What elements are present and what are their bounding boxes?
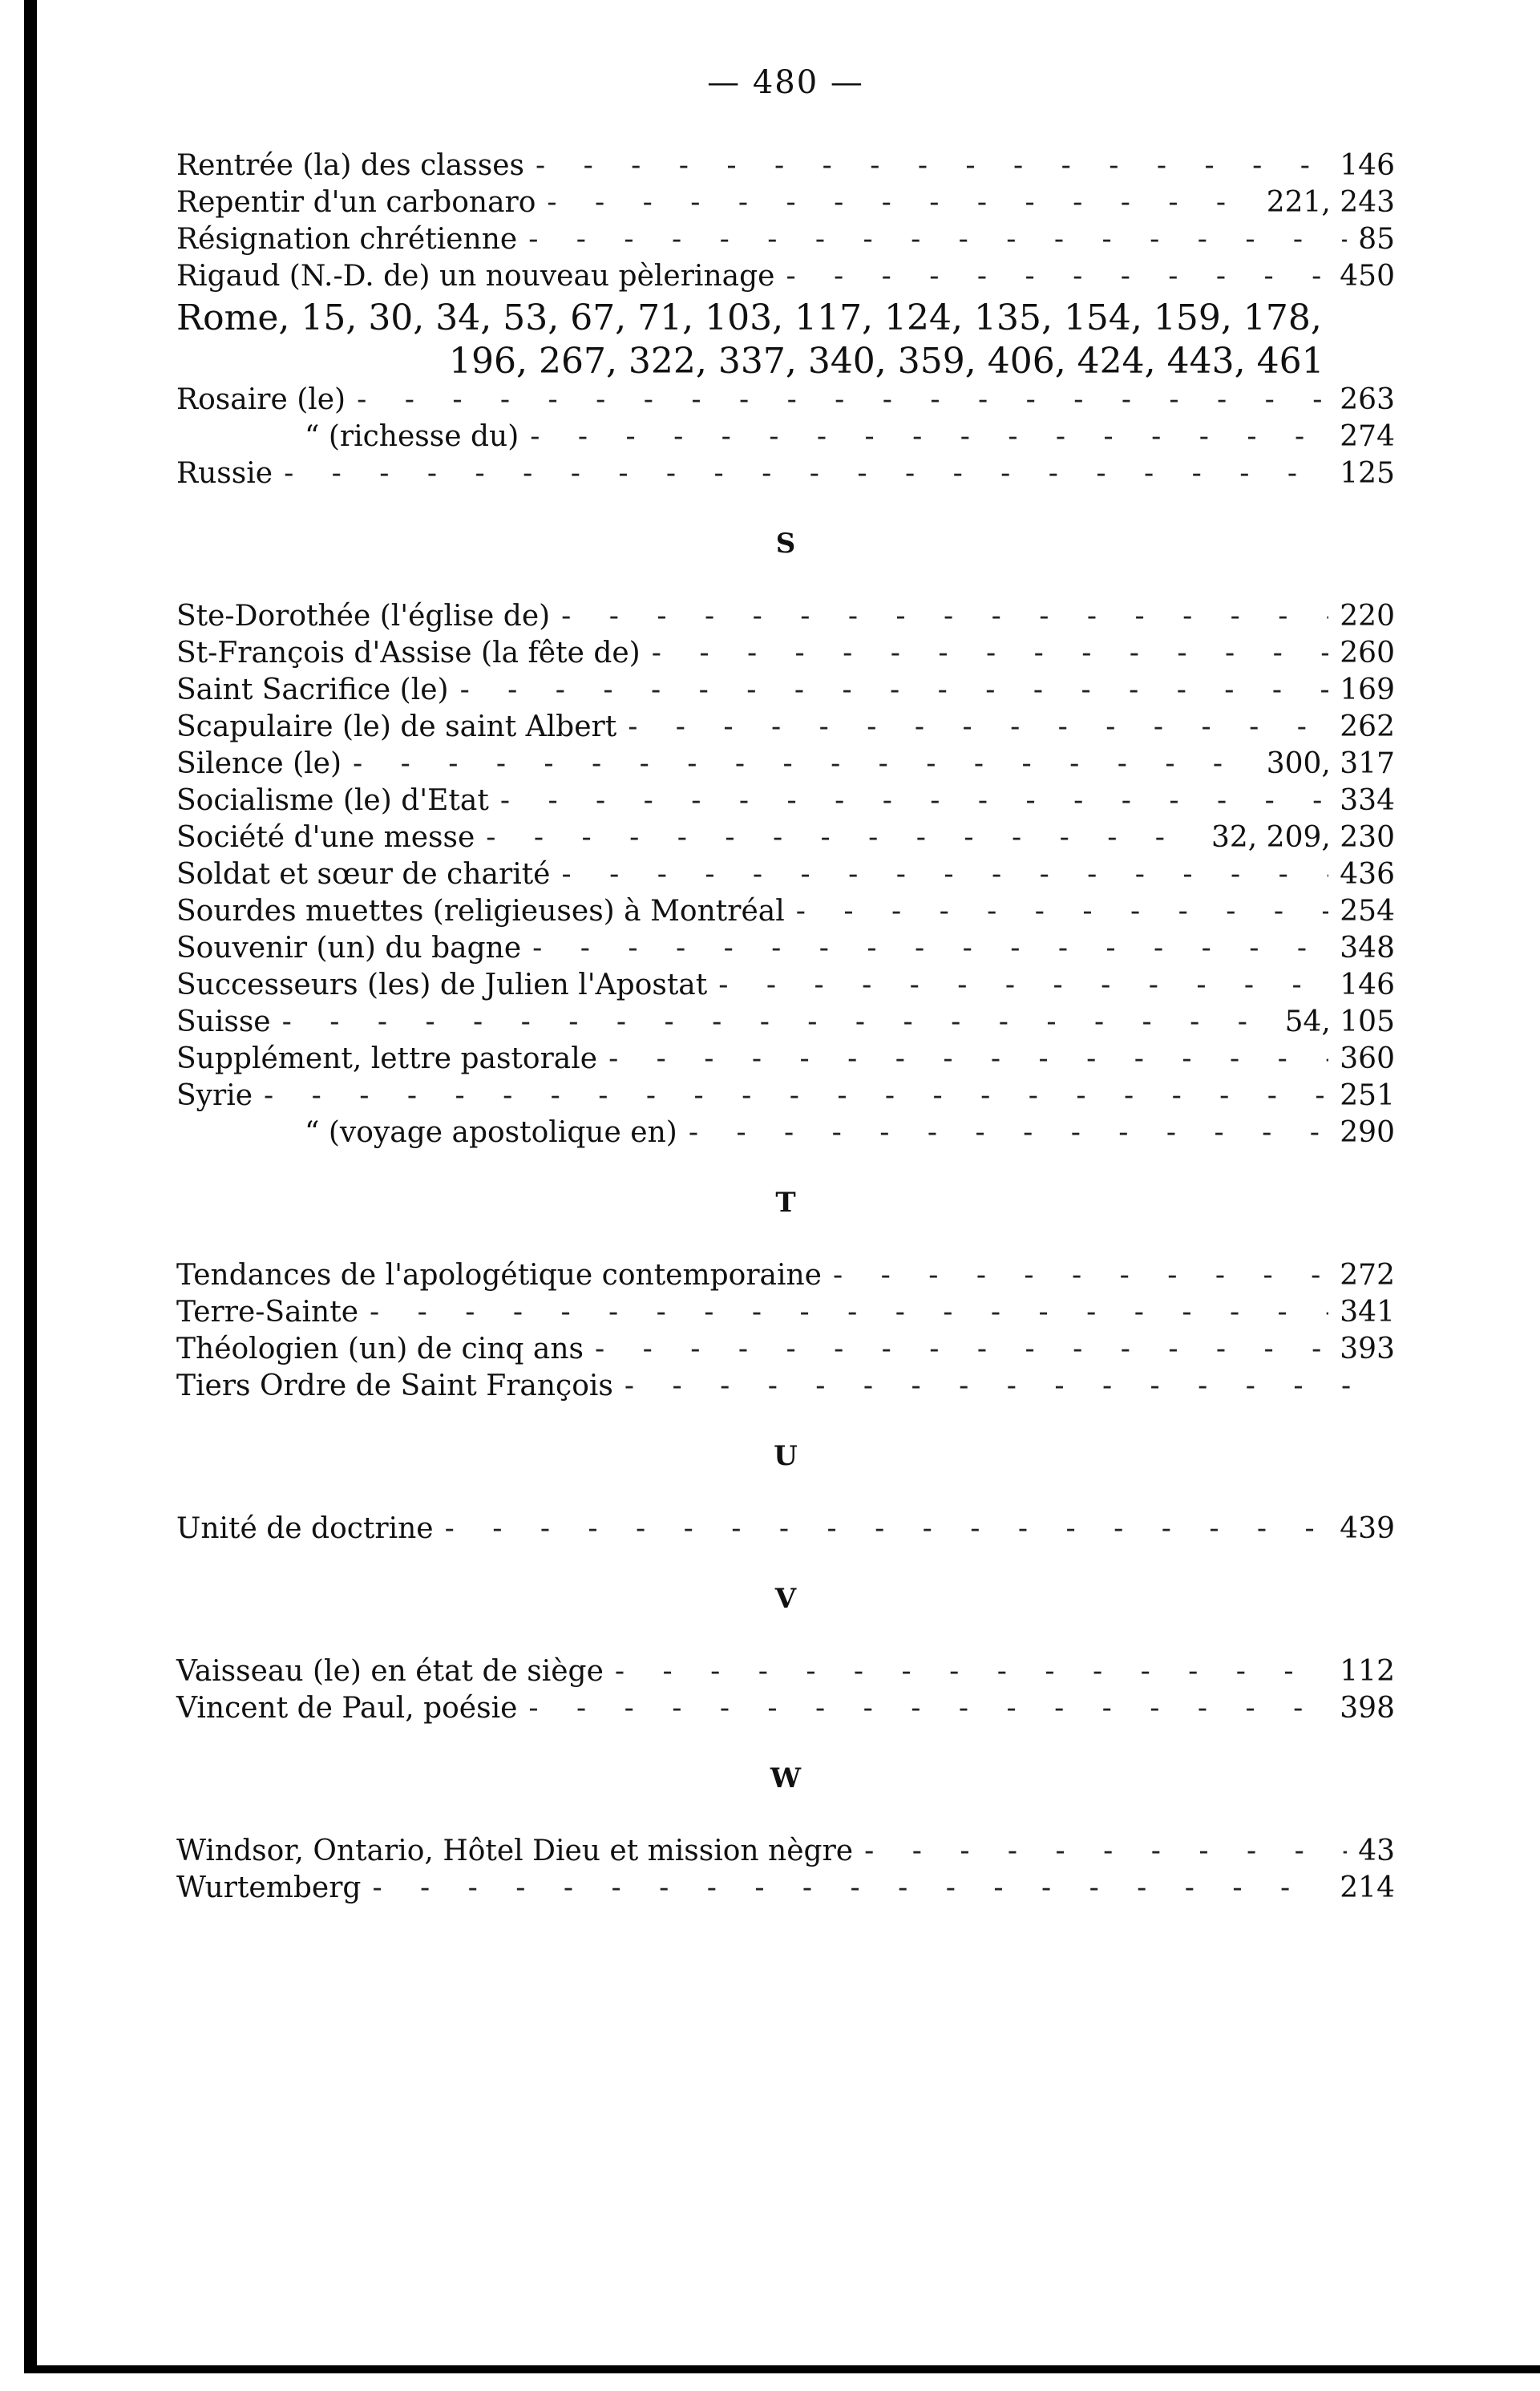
dot-leader	[500, 784, 1328, 817]
entry-term: Rosaire (le)	[176, 383, 346, 416]
index-entry	[176, 1042, 1395, 1079]
index-entry	[176, 1835, 1395, 1871]
binding-edge-left	[24, 0, 37, 2365]
entry-term: Théologien (un) de cinq ans	[176, 1333, 584, 1365]
entry-pages: 262	[1340, 710, 1395, 743]
entry-term: Scapulaire (le) de saint Albert	[176, 710, 617, 743]
index-entry	[176, 1512, 1395, 1549]
dot-leader	[370, 1296, 1328, 1329]
entry-term: Windsor, Ontario, Hôtel Dieu et mission nègre	[176, 1835, 854, 1867]
entry-term: Socialisme (le) d'Etat	[176, 784, 489, 817]
index-entry	[176, 457, 1395, 494]
entry-pages: 85	[1358, 223, 1395, 256]
entry-term: Rigaud (N.-D. de) un nouveau pèlerinage	[176, 260, 775, 293]
dot-leader	[264, 1079, 1328, 1112]
index-page	[176, 64, 1395, 1908]
entry-pages: 360	[1340, 1042, 1395, 1075]
index-entry	[176, 1296, 1395, 1333]
entry-pages: 214	[1340, 1871, 1395, 1904]
index-entry	[176, 637, 1395, 674]
dot-leader	[624, 1369, 1384, 1402]
entry-term: Saint Sacrifice (le)	[176, 674, 449, 706]
entry-pages: 341	[1340, 1296, 1395, 1329]
entry-pages: 439	[1340, 1512, 1395, 1545]
index-entry	[176, 223, 1395, 260]
dot-leader	[628, 710, 1328, 743]
dot-leader	[689, 1116, 1328, 1149]
dot-leader	[536, 149, 1328, 182]
entry-pages: 146	[1340, 149, 1395, 182]
entry-term: St-François d'Assise (la fête de)	[176, 637, 641, 670]
index-entry	[176, 710, 1395, 747]
dot-leader	[528, 223, 1347, 256]
dot-leader	[532, 932, 1328, 965]
index-entry	[176, 1116, 1395, 1153]
index-entry	[176, 260, 1395, 297]
index-entry	[176, 1692, 1395, 1729]
dot-leader	[562, 858, 1329, 891]
dot-leader	[357, 383, 1328, 416]
index-entry	[176, 932, 1395, 969]
entry-term: Supplément, lettre pastorale	[176, 1042, 598, 1075]
dot-leader	[445, 1512, 1329, 1545]
index-entry	[176, 186, 1395, 223]
entry-term: Syrie	[176, 1079, 253, 1112]
entry-pages: 263	[1340, 383, 1395, 416]
index-entry	[176, 383, 1395, 420]
dot-leader	[530, 420, 1328, 453]
entry-pages: 260	[1340, 637, 1395, 670]
entry-pages: 32, 209, 230	[1211, 821, 1395, 854]
entry-term: Ste-Dorothée (l'église de)	[176, 600, 551, 633]
entry-term: Unité de doctrine	[176, 1512, 434, 1545]
section-letter-v: V	[774, 1583, 797, 1615]
entry-term: Tiers Ordre de Saint François	[176, 1369, 613, 1402]
entry-pages: 221, 243	[1266, 186, 1395, 219]
entry-pages: 398	[1340, 1692, 1395, 1725]
entry-pages: 272	[1340, 1259, 1395, 1292]
index-entry-rome	[176, 297, 1395, 383]
index-entry	[176, 969, 1395, 1005]
index-entry	[176, 1871, 1395, 1908]
entry-pages: 436	[1340, 858, 1395, 891]
entry-pages: 254	[1340, 895, 1395, 928]
entry-term: Russie	[176, 457, 273, 490]
index-entry	[176, 747, 1395, 784]
dot-leader	[460, 674, 1329, 706]
binding-edge-bottom	[24, 2365, 1540, 2373]
entry-term: Wurtemberg	[176, 1871, 362, 1904]
index-entry	[176, 1079, 1395, 1116]
dot-leader	[864, 1835, 1347, 1867]
entry-pages: 274	[1340, 420, 1395, 453]
entry-pages: 43	[1358, 1835, 1395, 1867]
dot-leader	[486, 821, 1200, 854]
entry-pages: 125	[1340, 457, 1395, 490]
entry-pages: 290	[1340, 1116, 1395, 1149]
dot-leader	[528, 1692, 1328, 1725]
entry-term: “ (richesse du)	[305, 420, 519, 453]
entry-term: Successeurs (les) de Julien l'Apostat	[176, 969, 708, 1001]
section-letter-s: S	[775, 528, 796, 560]
index-entry	[176, 858, 1395, 895]
index-entry	[176, 1005, 1395, 1042]
index-entry	[176, 674, 1395, 710]
entry-pages: 393	[1340, 1333, 1395, 1365]
dot-leader	[608, 1042, 1328, 1075]
dot-leader	[547, 186, 1255, 219]
index-entry	[176, 1369, 1395, 1406]
entry-term: Vaisseau (le) en état de siège	[176, 1655, 604, 1688]
dot-leader	[652, 637, 1329, 670]
section-letter-w: W	[770, 1762, 802, 1794]
dot-leader	[615, 1655, 1328, 1688]
entry-term: Sourdes muettes (religieuses) à Montréal	[176, 895, 785, 928]
entry-pages: 146	[1340, 969, 1395, 1001]
entry-pages: 251	[1340, 1079, 1395, 1112]
section-letter-u: U	[774, 1440, 798, 1472]
index-entry	[176, 149, 1395, 186]
entry-term: Suisse	[176, 1005, 271, 1038]
dot-leader	[282, 1005, 1274, 1038]
entry-term: Société d'une messe	[176, 821, 475, 854]
entry-pages: 300, 317	[1266, 747, 1395, 780]
dot-leader	[561, 600, 1328, 633]
dot-leader	[786, 260, 1328, 293]
dot-leader	[796, 895, 1329, 928]
entry-term: Vincent de Paul, poésie	[176, 1692, 518, 1725]
dot-leader	[718, 969, 1328, 1001]
dot-leader	[284, 457, 1328, 490]
index-entry	[176, 784, 1395, 821]
index-entry	[176, 895, 1395, 932]
entry-term: Souvenir (un) du bagne	[176, 932, 522, 965]
entry-term: Résignation chrétienne	[176, 223, 518, 256]
entry-line-continued: 196, 267, 322, 337, 340, 359, 406, 424, 443, 461	[449, 341, 1324, 382]
entry-term: Repentir d'un carbonaro	[176, 186, 536, 219]
index-entry	[176, 1655, 1395, 1692]
entry-pages: 450	[1340, 260, 1395, 293]
entry-pages: 220	[1340, 600, 1395, 633]
entry-pages: 169	[1340, 674, 1395, 706]
entry-pages: 334	[1340, 784, 1395, 817]
page-number: — 480 —	[707, 64, 864, 101]
index-entry	[176, 1333, 1395, 1369]
entry-term: Tendances de l'apologétique contemporaine	[176, 1259, 822, 1292]
entry-pages: 112	[1340, 1655, 1395, 1688]
entry-term: Silence (le)	[176, 747, 342, 780]
entry-term: Terre-Sainte	[176, 1296, 359, 1329]
index-entry	[176, 821, 1395, 858]
index-entry	[176, 420, 1395, 457]
index-entry	[176, 1259, 1395, 1296]
dot-leader	[353, 747, 1255, 780]
dot-leader	[372, 1871, 1328, 1904]
entry-pages: 348	[1340, 932, 1395, 965]
entry-line: Rome, 15, 30, 34, 53, 67, 71, 103, 117, 124, 135, 154, 159, 178,	[176, 297, 1322, 338]
section-letter-t: T	[775, 1187, 796, 1219]
entry-term: “ (voyage apostolique en)	[305, 1116, 677, 1149]
entry-term: Rentrée (la) des classes	[176, 149, 524, 182]
entry-pages: 54, 105	[1284, 1005, 1395, 1038]
index-entry	[176, 600, 1395, 637]
entry-term: Soldat et sœur de charité	[176, 858, 551, 891]
dot-leader	[833, 1259, 1328, 1292]
dot-leader	[595, 1333, 1328, 1365]
